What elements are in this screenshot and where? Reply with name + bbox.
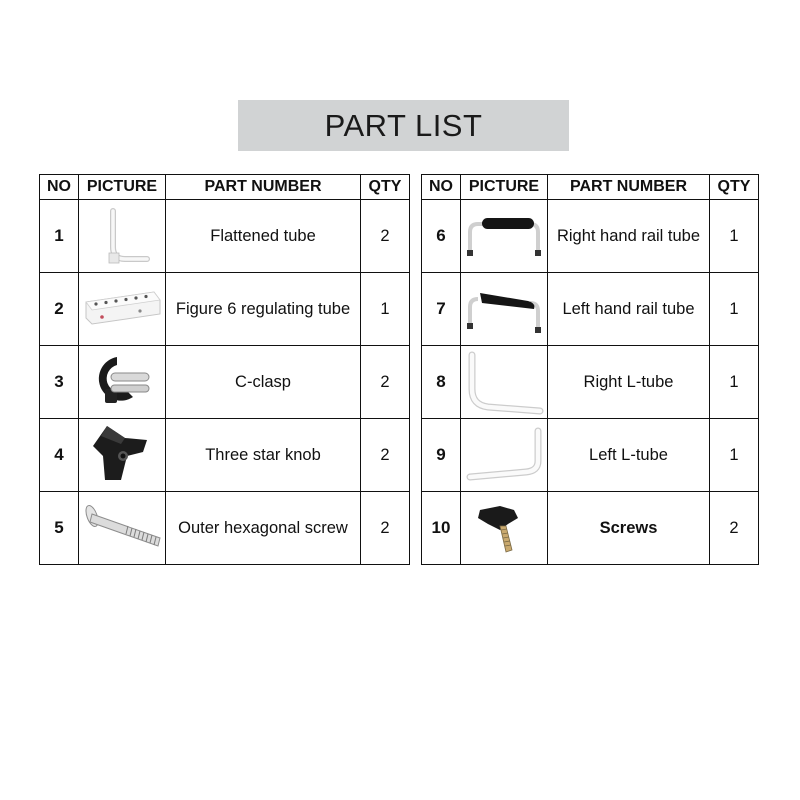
part-no: 2 <box>40 273 79 346</box>
part-name: Left L-tube <box>548 419 710 492</box>
part-qty: 1 <box>361 273 410 346</box>
header-part-number: PART NUMBER <box>166 175 361 200</box>
part-no: 6 <box>422 200 461 273</box>
part-name: Figure 6 regulating tube <box>166 273 361 346</box>
header-picture: PICTURE <box>79 175 166 200</box>
part-picture <box>79 346 166 419</box>
part-picture <box>461 346 548 419</box>
header-no: NO <box>40 175 79 200</box>
regulating-tube-icon <box>82 284 162 334</box>
part-picture <box>79 200 166 273</box>
part-picture <box>461 419 548 492</box>
part-name: Screws <box>548 492 710 565</box>
parts-table-left <box>39 174 410 565</box>
header-picture: PICTURE <box>461 175 548 200</box>
right-hand-rail-icon <box>462 206 546 266</box>
part-no: 10 <box>422 492 461 565</box>
part-qty: 1 <box>710 200 759 273</box>
part-no: 8 <box>422 346 461 419</box>
part-name: C-clasp <box>166 346 361 419</box>
part-name: Right hand rail tube <box>548 200 710 273</box>
part-picture <box>79 492 166 565</box>
screw-knob-icon <box>474 500 534 556</box>
part-qty: 2 <box>361 200 410 273</box>
part-qty: 1 <box>710 273 759 346</box>
table-row <box>422 346 759 419</box>
table-row <box>40 419 410 492</box>
hex-screw-icon <box>80 498 164 558</box>
table-header-row <box>40 175 410 200</box>
table-row <box>40 273 410 346</box>
part-qty: 2 <box>710 492 759 565</box>
part-name: Three star knob <box>166 419 361 492</box>
flattened-tube-icon <box>87 203 157 269</box>
table-row <box>422 419 759 492</box>
part-no: 7 <box>422 273 461 346</box>
part-no: 3 <box>40 346 79 419</box>
part-picture <box>461 200 548 273</box>
c-clasp-icon <box>87 349 157 415</box>
table-row <box>422 273 759 346</box>
part-picture <box>79 419 166 492</box>
header-qty: QTY <box>361 175 410 200</box>
right-l-tube-icon <box>462 349 546 415</box>
part-no: 5 <box>40 492 79 565</box>
part-qty: 1 <box>710 419 759 492</box>
part-qty: 2 <box>361 492 410 565</box>
part-name: Flattened tube <box>166 200 361 273</box>
part-name: Left hand rail tube <box>548 273 710 346</box>
part-qty: 2 <box>361 346 410 419</box>
table-header-row <box>422 175 759 200</box>
part-qty: 2 <box>361 419 410 492</box>
header-part-number: PART NUMBER <box>548 175 710 200</box>
part-no: 1 <box>40 200 79 273</box>
part-name: Right L-tube <box>548 346 710 419</box>
table-row <box>40 492 410 565</box>
header-no: NO <box>422 175 461 200</box>
table-row <box>40 200 410 273</box>
part-no: 4 <box>40 419 79 492</box>
left-l-tube-icon <box>462 425 546 485</box>
part-qty: 1 <box>710 346 759 419</box>
part-picture <box>461 492 548 565</box>
part-name: Outer hexagonal screw <box>166 492 361 565</box>
table-row <box>422 200 759 273</box>
left-hand-rail-icon <box>462 279 546 339</box>
part-no: 9 <box>422 419 461 492</box>
parts-table-right <box>421 174 759 565</box>
table-row <box>40 346 410 419</box>
page-title: PART LIST <box>238 100 569 151</box>
part-picture <box>461 273 548 346</box>
table-row <box>422 492 759 565</box>
header-qty: QTY <box>710 175 759 200</box>
part-picture <box>79 273 166 346</box>
three-star-knob-icon <box>87 422 157 488</box>
